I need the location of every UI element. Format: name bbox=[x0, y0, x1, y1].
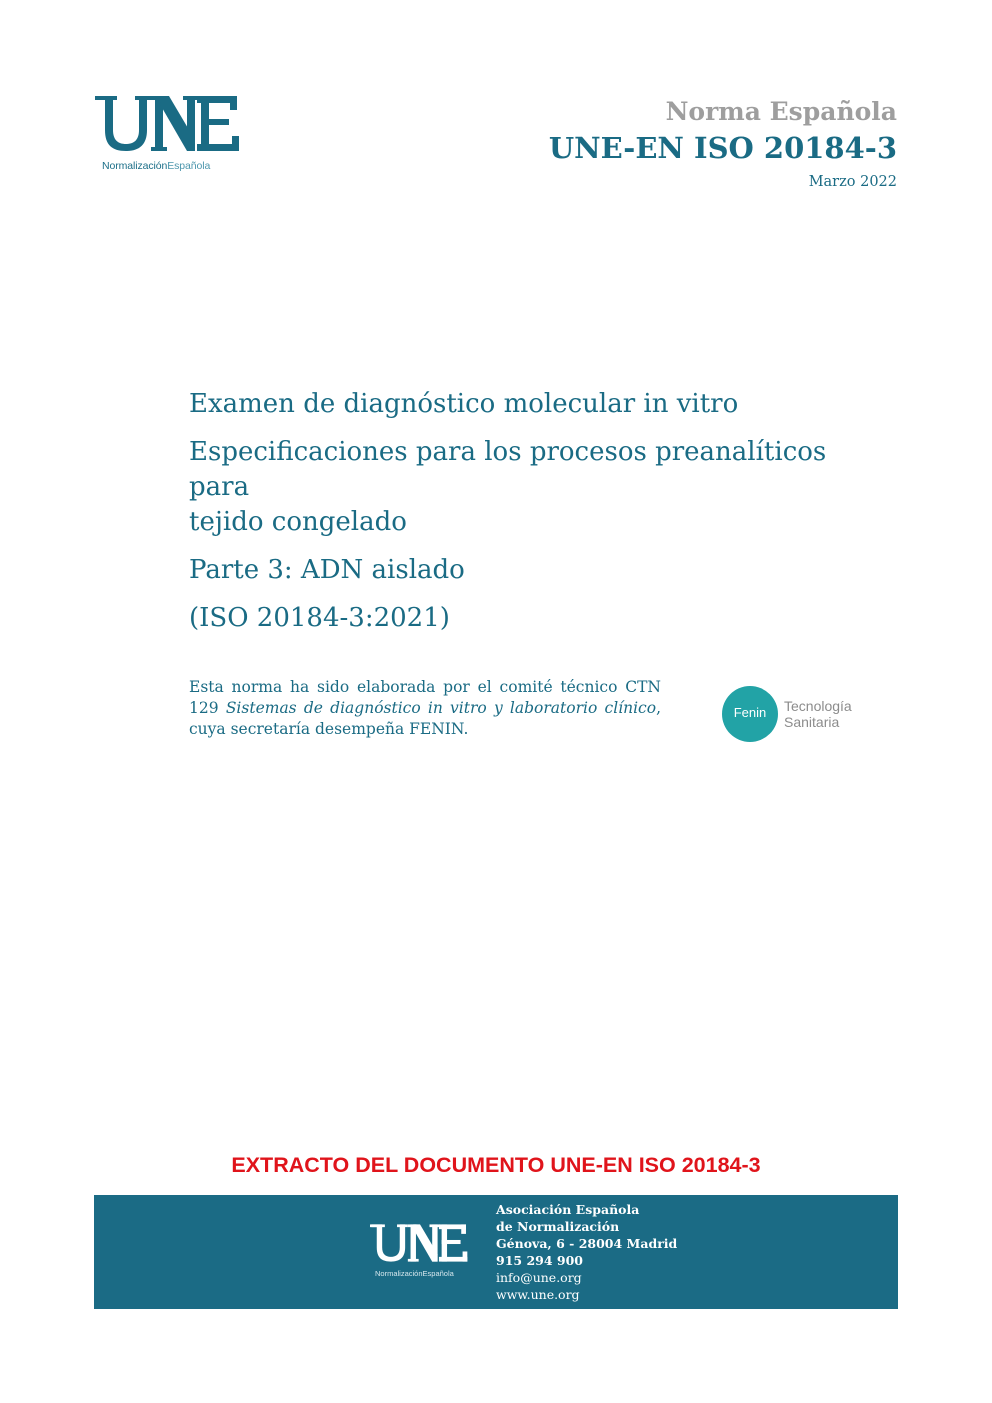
committee-statement: Esta norma ha sido elaborada por el comité técnico CTN 129 Sistemas de diagnóstico in vitro y laboratorio clínico, cuya secretaría desempeña FENIN. bbox=[189, 678, 661, 738]
une-logo-mark bbox=[95, 92, 240, 152]
fenin-tagline: Tecnología Sanitaria bbox=[784, 698, 852, 730]
org-website: www.une.org bbox=[496, 1287, 580, 1302]
norma-label: Norma Española bbox=[665, 97, 897, 126]
footer-une-logo bbox=[370, 1220, 468, 1268]
standard-code: UNE-EN ISO 20184-3 bbox=[548, 131, 897, 165]
org-email: info@une.org bbox=[496, 1270, 582, 1285]
org-name-1: Asociación Española bbox=[496, 1202, 640, 1217]
title-line-1: Examen de diagnóstico molecular in vitro bbox=[189, 389, 739, 419]
footer-logo-subtitle: NormalizaciónEspañola bbox=[375, 1269, 454, 1278]
org-name-2: de Normalización bbox=[496, 1219, 620, 1234]
title-line-3: Parte 3: ADN aislado bbox=[189, 555, 465, 585]
une-logo-subtitle: NormalizaciónEspañola bbox=[102, 160, 211, 172]
footer-une-logo-mark bbox=[370, 1220, 468, 1264]
title-line-2a: Especificaciones para los procesos preanalíticos para bbox=[189, 437, 827, 502]
fenin-logo bbox=[722, 686, 778, 742]
publication-date: Marzo 2022 bbox=[808, 174, 897, 190]
org-address: Génova, 6 - 28004 Madrid bbox=[496, 1236, 678, 1251]
footer-contact bbox=[496, 1201, 677, 1303]
fenin-badge-text: Fenin bbox=[733, 705, 767, 720]
footer-band bbox=[94, 1195, 898, 1309]
title-line-4: (ISO 20184-3:2021) bbox=[189, 603, 450, 633]
org-phone: 915 294 900 bbox=[496, 1253, 583, 1268]
document-header bbox=[549, 96, 897, 190]
extract-heading: EXTRACTO DEL DOCUMENTO UNE-EN ISO 20184-3 bbox=[231, 1153, 761, 1177]
document-title bbox=[189, 387, 889, 649]
title-line-2b: tejido congelado bbox=[189, 507, 407, 537]
